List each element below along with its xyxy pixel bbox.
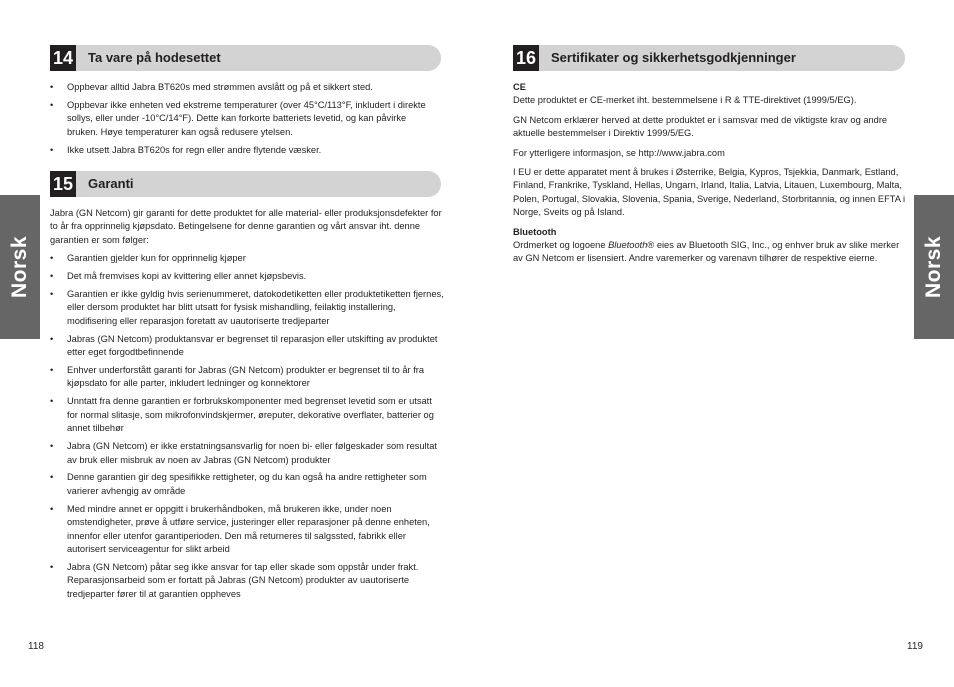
- ce-heading: CE: [513, 82, 526, 92]
- right-page: [477, 0, 954, 687]
- section-number: 14: [50, 45, 76, 71]
- list-item: • Jabras (GN Netcom) produktansvar er begrenset til reparasjon eller utskifting av produktet etter eget forgodtbefinnende: [50, 333, 445, 360]
- warranty-intro: Jabra (GN Netcom) gir garanti for dette produktet for alle material- eller produksjonsdefekter for to år fra opprinnelig kjøpsdato. Betingelsene for denne garantien og vårt ansvar iht. denne garantien er som følger:: [50, 208, 442, 245]
- section-number: 16: [513, 45, 539, 71]
- list-item: • Jabra (GN Netcom) er ikke erstatningsansvarlig for noen bi- eller følgeskader som resultat av bruk eller misbruk av noen av Jabras (GN Netcom) produkter: [50, 440, 445, 467]
- section-title: Sertifikater og sikkerhetsgodkjenninger: [551, 50, 796, 65]
- ce-paragraph: I EU er dette apparatet ment å brukes i Østerrike, Belgia, Kypros, Tsjekkia, Danmark, Estland, Finland, Frankrike, Tyskland, Hellas, Ungarn, Irland, Italia, Latvia, Litauen, Luxembourg, Malta, Polen, Portugal, Slovakia, Slovenia, Spania, Sverige, Nederland, Storbritannia, og innen EFTA i Norge, Sveits og på Island.: [513, 167, 906, 218]
- section-14-header: [50, 45, 441, 71]
- section-15-body: [50, 207, 445, 606]
- list-item: • Med mindre annet er oppgitt i brukerhåndboken, må brukeren ikke, under noen omstendigheter, prøve å utføre service, justeringer eller reparasjoner på denne enheten, innenfor eller utenfor garantiperioden. Den må returneres til salgssted, fabrikk eller autorisert serviceagentur for slikt arbeid: [50, 503, 445, 557]
- ce-paragraph: Dette produktet er CE-merket iht. bestemmelsene i R & TTE-direktivet (1999/5/EG).: [513, 95, 857, 106]
- page-number: 119: [907, 641, 923, 652]
- language-tab-label: Norsk: [922, 235, 945, 299]
- section-15-header: [50, 171, 441, 197]
- bluetooth-text-post: ® eies av Bluetooth SIG, Inc., og enhver bruk av slike merker av GN Netcom er lisensiert. Andre varemerker og varenavn tilhører de respektive eierne.: [513, 240, 900, 264]
- list-item: • Unntatt fra denne garantien er forbrukskomponenter med begrenset levetid som er utsatt for normal slitasje, som mikrofonvindskjermer, øreputer, dekorative overflater, batterier og annet tilbehør: [50, 395, 445, 435]
- list-item: • Ikke utsett Jabra BT620s for regn eller andre flytende væsker.: [50, 144, 432, 157]
- list-item: • Garantien gjelder kun for opprinnelig kjøper: [50, 252, 445, 265]
- page-number: 118: [28, 641, 44, 652]
- section-title: Ta vare på hodesettet: [88, 50, 221, 65]
- section-16-header: [513, 45, 905, 71]
- list-item: • Det må fremvises kopi av kvittering eller annet kjøpsbevis.: [50, 270, 445, 283]
- section-number: 15: [50, 171, 76, 197]
- list-item: • Oppbevar alltid Jabra BT620s med strømmen avslått og på et sikkert sted.: [50, 81, 432, 94]
- bluetooth-heading: Bluetooth: [513, 226, 557, 237]
- list-item: • Denne garantien gir deg spesifikke rettigheter, og du kan også ha andre rettigheter som varierer avhengig av område: [50, 471, 445, 498]
- list-item: • Garantien er ikke gyldig hvis serienummeret, datokodetiketten eller produktetiketten fjernes, eller dersom produktet har blitt utsatt for fysisk mishandling, feilaktig installering, modifisering eller reparasjon foretatt av uautoriserte tredjeparter: [50, 288, 445, 328]
- section-16-body: [513, 81, 908, 272]
- ce-paragraph: GN Netcom erklærer herved at dette produktet er i samsvar med de viktigste krav og andre aktuelle bestemmelser i Direktiv 1999/5/EG.: [513, 114, 888, 139]
- language-tab-label: Norsk: [8, 235, 31, 299]
- bluetooth-text-pre: Ordmerket og logoene: [513, 240, 609, 251]
- warranty-bullet-list: [50, 252, 445, 601]
- language-tab: [914, 195, 954, 339]
- list-item: • Jabra (GN Netcom) påtar seg ikke ansvar for tap eller skade som oppstår under frakt. Reparasjonsarbeid som er fortatt på Jabras (GN Netcom) produkter av uautoriserte tredjeparter fører til at garantien oppheves: [50, 561, 445, 601]
- bluetooth-trademark: Bluetooth: [608, 240, 648, 251]
- section-title: Garanti: [88, 176, 134, 191]
- language-tab: [0, 195, 40, 339]
- list-item: • Oppbevar ikke enheten ved ekstreme temperaturer (over 45°C/113°F, inkludert i direkte sollys, eller under -10°C/14°F). Dette kan forkorte batteriets levetid, og kan påvirke bruken. Høye temperaturer kan også redusere ytelsen.: [50, 99, 432, 139]
- bluetooth-paragraph: [513, 239, 908, 266]
- ce-paragraph: For ytterligere informasjon, se http://www.jabra.com: [513, 147, 725, 158]
- section-14-body: [50, 81, 432, 162]
- list-item: • Enhver underforstått garanti for Jabras (GN Netcom) produkter er begrenset til to år fra kjøpsdato for alle parter, inkludert ledninger og konnektorer: [50, 364, 445, 391]
- care-bullet-list: [50, 81, 432, 157]
